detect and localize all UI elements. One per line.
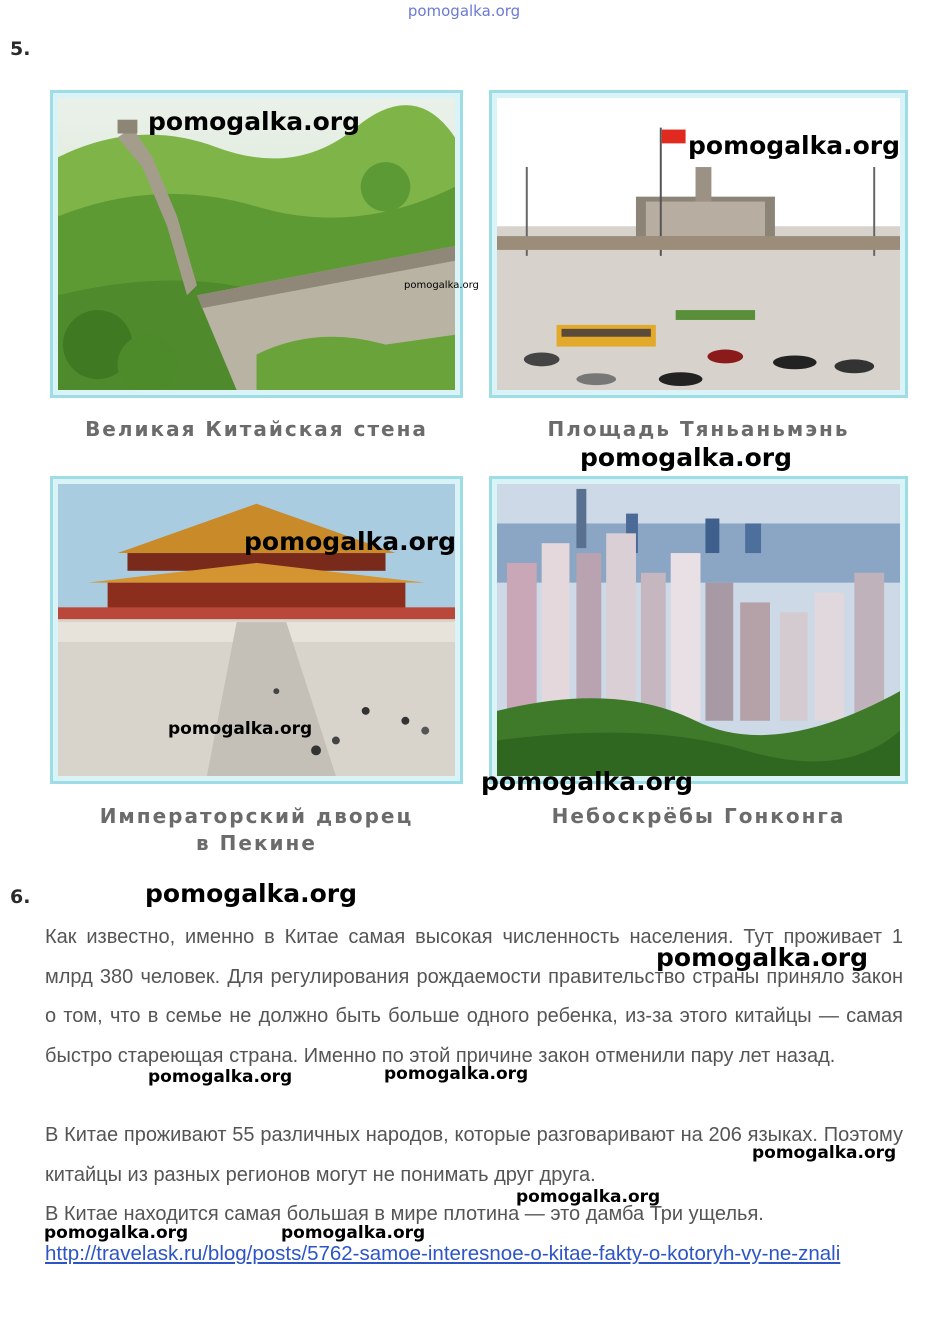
watermark-overlay: pomogalka.org [656, 943, 869, 972]
paragraph-2: В Китае проживают 55 различных народов, которые разговаривают на 206 языках. Поэтому китайцы из разных регионов могут не понимать друг друга. [45, 1124, 903, 1186]
great-wall-photo-frame [50, 90, 463, 398]
great-wall-photo [58, 98, 455, 390]
hongkong-photo-frame [489, 476, 908, 784]
watermark-overlay: pomogalka.org [145, 879, 358, 908]
watermark-overlay: pomogalka.org [244, 527, 457, 556]
watermark-overlay: pomogalka.org [580, 443, 793, 472]
watermark-overlay: pomogalka.org [384, 1064, 529, 1084]
hongkong-photo [497, 484, 900, 776]
paragraph-3: В Китае находится самая большая в мире плотина — это дамба Три ущелья. [45, 1203, 764, 1225]
caption-palace-line2: в Пекине [196, 831, 317, 855]
section-6-number: 6. [10, 886, 31, 908]
caption-palace [50, 803, 463, 857]
watermark-overlay: pomogalka.org [752, 1143, 897, 1163]
watermark-overlay: pomogalka.org [516, 1187, 661, 1207]
section-5-number: 5. [10, 38, 31, 60]
source-link[interactable]: http://travelask.ru/blog/posts/5762-samoe-interesnoe-o-kitae-fakty-o-kotoryh-vy-ne-znali [45, 1242, 841, 1265]
watermark-overlay: pomogalka.org [44, 1223, 189, 1243]
caption-great-wall: Великая Китайская стена [85, 417, 428, 441]
top-watermark: pomogalka.org [407, 2, 521, 20]
paragraph-1: Как известно, именно в Китае самая высокая численность населения. Тут проживает 1 млрд 380 человек. Для регулирования рождаемости правительство страны приняло закон о том, что в семье не должно быть больше одного ребенка, из-за этого китайцы — самая быстро стареющая страна. Именно по этой причине закон отменили пару лет назад. [45, 926, 903, 1067]
caption-hongkong: Небоскрёбы Гонконга [551, 804, 846, 828]
caption-palace-line1: Императорский дворец [99, 804, 414, 828]
watermark-overlay: pomogalka.org [148, 1067, 293, 1087]
watermark-overlay: pomogalka.org [404, 280, 479, 291]
watermark-overlay: pomogalka.org [281, 1223, 426, 1243]
watermark-overlay: pomogalka.org [168, 719, 313, 739]
watermark-overlay: pomogalka.org [481, 767, 694, 796]
caption-tiananmen: Площадь Тяньаньмэнь [547, 417, 850, 441]
watermark-overlay: pomogalka.org [148, 107, 361, 136]
watermark-overlay: pomogalka.org [688, 131, 901, 160]
